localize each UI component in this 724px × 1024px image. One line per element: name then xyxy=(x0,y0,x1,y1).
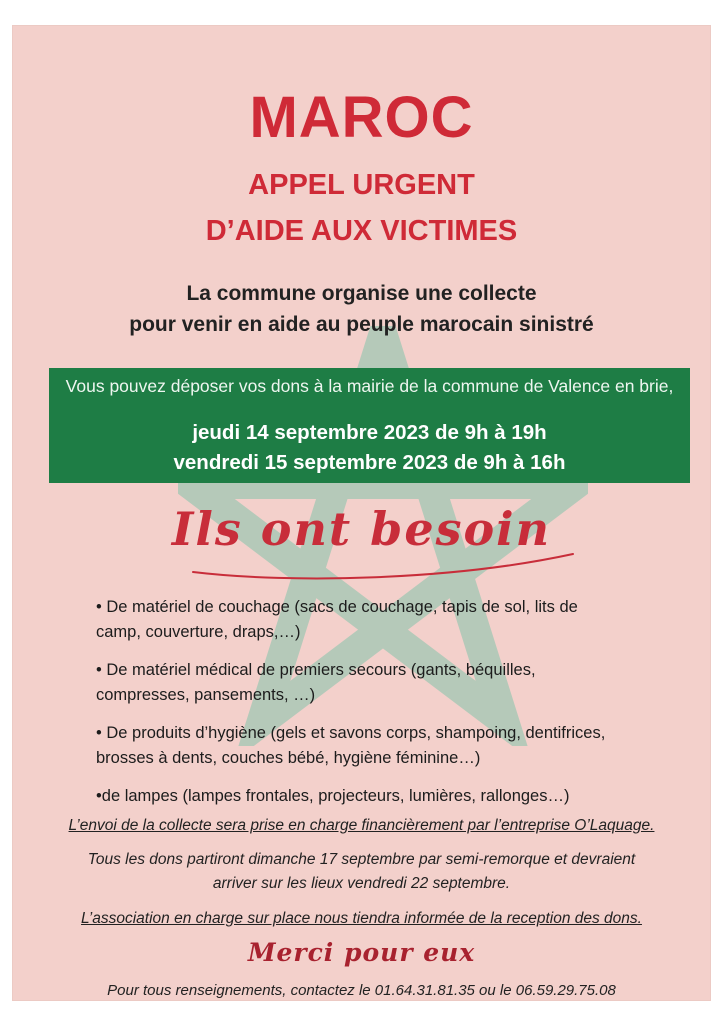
list-item xyxy=(96,595,706,645)
departure-note-line1: Tous les dons partiront dimanche 17 septembre par semi-remorque et devraient xyxy=(87,851,636,868)
list-item-line: compresses, pansements, …) xyxy=(96,686,316,704)
list-item-line: •de lampes (lampes frontales, projecteurs, lumières, rallonges…) xyxy=(96,787,570,805)
shipping-note: L’envoi de la collecte sera prise en charge financièrement par l’entreprise O’Laquage. xyxy=(68,817,655,834)
list-item-line: brosses à dents, couches bébé, hygiène féminine…) xyxy=(96,749,481,767)
list-item xyxy=(96,721,706,771)
donation-banner xyxy=(49,368,690,483)
list-item-line: • De matériel médical de premiers secours (gants, béquilles, xyxy=(96,661,536,679)
banner-location: Vous pouvez déposer vos dons à la mairie de la commune de Valence en brie, xyxy=(65,376,674,396)
poster-subtitle-line2: D’AIDE AUX VICTIMES xyxy=(205,215,518,247)
needs-heading: Ils ont besoin xyxy=(171,502,552,556)
banner-date-friday: vendredi 15 septembre 2023 de 9h à 16h xyxy=(173,451,566,474)
needs-list xyxy=(96,595,706,822)
intro-line1: La commune organise une collecte xyxy=(186,282,537,305)
departure-note-line2: arriver sur les lieux vendredi 22 septembre. xyxy=(212,875,511,892)
poster-subtitle-line1: APPEL URGENT xyxy=(248,169,475,201)
list-item-line: camp, couverture, draps,…) xyxy=(96,623,301,641)
contact-info: Pour tous renseignements, contactez le 01.64.31.81.35 ou le 06.59.29.75.08 xyxy=(107,982,616,999)
intro-line2: pour venir en aide au peuple marocain sinistré xyxy=(129,313,594,336)
association-note: L’association en charge sur place nous tiendra informée de la reception des dons. xyxy=(81,910,642,927)
thanks-heading: Merci pour eux xyxy=(247,938,476,967)
banner-date-thursday: jeudi 14 septembre 2023 de 9h à 19h xyxy=(192,421,547,444)
list-item xyxy=(96,784,706,809)
list-item-line: • De produits d’hygiène (gels et savons corps, shampoing, dentifrices, xyxy=(96,724,606,742)
list-item-line: • De matériel de couchage (sacs de couchage, tapis de sol, lits de xyxy=(96,598,578,616)
poster-title: MAROC xyxy=(249,85,474,150)
list-item xyxy=(96,658,706,708)
poster-sheet xyxy=(13,26,710,1000)
heading-swash-icon xyxy=(153,514,603,584)
